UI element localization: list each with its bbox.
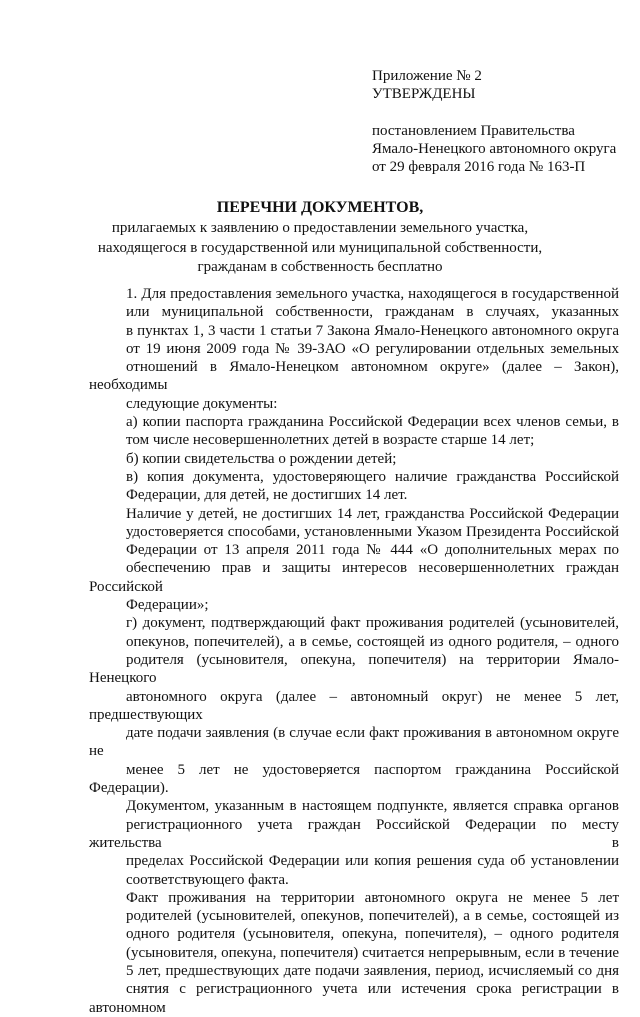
document-clarification: [89, 797, 619, 888]
paragraph-1: [89, 285, 619, 413]
text-line: от 19 июня 2009 года № 39-ЗАО «О регулировании отдельных земельных: [126, 340, 619, 357]
item-g: [89, 614, 619, 797]
text-line: г) документ, подтверждающий факт проживания родителей (усыновителей,: [126, 615, 619, 632]
text-line: следующие документы:: [126, 395, 278, 412]
text-line: опекунов, попечителей), а в семье, состоящей из одного родителя, – одного: [126, 633, 619, 650]
approved-authority: Ямало-Ненецкого автономного округа: [372, 141, 617, 157]
text-line: одного родителя (усыновителя, опекуна, попечителя), – одного родителя: [126, 926, 619, 943]
text-line: или муниципальной собственности, гражданам в случаях, указанных: [126, 304, 619, 321]
text-line: (усыновителя, опекуна, попечителя) считается непрерывным, если в течение: [126, 944, 619, 961]
text-line: Документом, указанным в настоящем подпункте, является справка органов: [126, 798, 619, 815]
text-line: том числе несовершеннолетних детей в возрасте старше 14 лет;: [126, 432, 535, 449]
text-line: пределах Российской Федерации или копия решения суда об установлении: [126, 853, 619, 870]
text-line: родителя (усыновителя, опекуна, попечителя) на территории Ямало-Ненецкого: [89, 651, 619, 687]
text-line: соответствующего факта.: [126, 871, 289, 888]
text-line: б) копии свидетельства о рождении детей;: [126, 450, 397, 467]
text-line: Федерации, для детей, не достигших 14 лет.: [126, 487, 408, 504]
text-line: автономного округа (далее – автономный округ) не менее 5 лет, предшествующих: [89, 688, 619, 723]
text-line: Наличие у детей, не достигших 14 лет, гражданства Российской Федерации: [126, 505, 619, 522]
approved-label: УТВЕРЖДЕНЫ: [372, 86, 476, 102]
text-line: в) копия документа, удостоверяющего наличие гражданства Российской: [126, 468, 619, 485]
document-body: [89, 285, 619, 1017]
text-line: 1. Для предоставления земельного участка, находящегося в государственной: [126, 286, 619, 302]
text-line: а) копии паспорта гражданина Российской Федерации всех членов семьи, в: [126, 414, 619, 431]
text-line: родителей (усыновителей, опекунов, попечителей), а в семье, состоящей из: [126, 908, 619, 925]
approval-block: [372, 67, 622, 176]
document-subtitle: [60, 219, 580, 278]
approved-by-line: постановлением Правительства: [372, 123, 575, 139]
text-line: в пунктах 1, 3 части 1 статьи 7 Закона Ямало-Ненецкого автономного округа: [126, 322, 619, 339]
item-c: [89, 468, 619, 505]
text-line: Федерации»;: [126, 597, 209, 614]
document-title: ПЕРЕЧНИ ДОКУМЕНТОВ,: [216, 199, 424, 216]
citizenship-note: [89, 505, 619, 615]
text-line: менее 5 лет не удостоверяется паспортом гражданина Российской Федерации).: [89, 761, 619, 797]
text-line: снятия с регистрационного учета или истечения срока регистрации в автономном: [89, 981, 619, 1016]
item-a: [89, 413, 619, 450]
subtitle-line: прилагаемых к заявлению о предоставлении земельного участка,: [111, 220, 529, 236]
text-line: удостоверяется способами, установленными Указом Президента Российской: [126, 523, 619, 540]
item-b: [89, 450, 619, 468]
text-line: регистрационного учета граждан Российской Федерации по месту жительства в: [89, 816, 619, 851]
text-line: обеспечению прав и защиты интересов несовершеннолетних граждан Российской: [89, 560, 619, 595]
subtitle-line: гражданам в собственность бесплатно: [197, 259, 443, 275]
residence-fact-paragraph: [89, 889, 619, 1017]
text-line: Факт проживания на территории автономного округа не менее 5 лет: [126, 889, 619, 906]
text-line: дате подачи заявления (в случае если факт проживания в автономном округе не: [89, 725, 619, 760]
text-line: Федерации от 13 апреля 2011 года № 444 «О дополнительных мерах по: [126, 542, 619, 559]
subtitle-line: находящегося в государственной или муниципальной собственности,: [97, 239, 543, 256]
text-line: 5 лет, предшествующих дате подачи заявления, период, исчисляемый со дня: [126, 962, 619, 979]
appendix-number: Приложение № 2: [372, 68, 482, 84]
text-line: отношений в Ямало-Ненецком автономном округе» (далее – Закон), необходимы: [89, 359, 619, 394]
resolution-date: от 29 февраля 2016 года № 163-П: [372, 159, 586, 175]
